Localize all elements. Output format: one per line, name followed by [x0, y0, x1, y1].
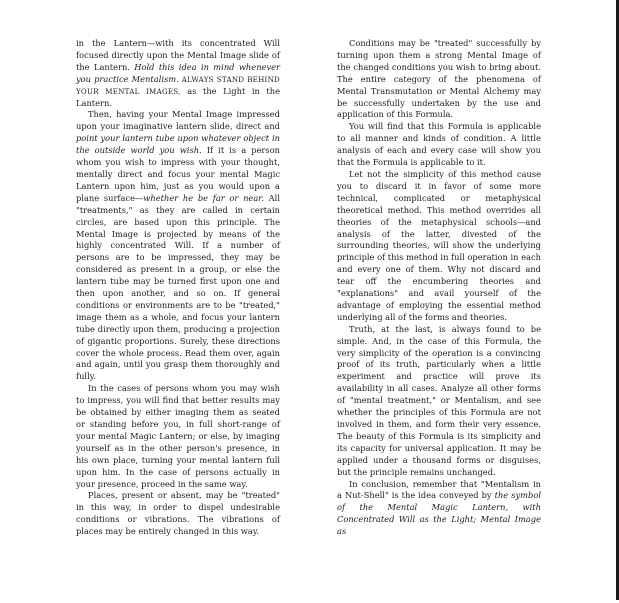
left-paragraph-2	[76, 109, 280, 383]
text-run: as the Light in the Lantern.	[76, 85, 280, 108]
italic-text-run: Hold this idea in mind whenever you practice Mentalism.	[76, 61, 281, 84]
right-paragraph-3: Let not the simplicity of this method cause you to discard it in favor of some more technical, complicated or metaphysical theoretical method. This method overrides all theories of the metaphysical schools—and analysis of the latter, divested of the surrounding theories, will show the underlying principle of this method in full operation in each and every one of them. Why not discard and tear off the encumbering theories and "explanations" and avail yourself of the advantage of employing the essential method underlying all of the forms and theories.	[337, 168, 541, 322]
italic-text-run: the symbol of the Mental Magic Lantern, with Concentrated Will as the Light; Mental Image as	[337, 490, 541, 537]
text-run: In conclusion, remember that "Mentalism in a Nut-Shell" is the idea conveyed by	[337, 478, 541, 501]
left-column	[76, 38, 280, 538]
left-paragraph-4: Places, present or absent, may be "treated" in this way, in order to dispel undesirable conditions or vibrations. The vibrations of places may be entirely changed in this way.	[76, 490, 280, 537]
right-column	[337, 38, 541, 538]
right-paragraph-5	[337, 479, 541, 539]
italic-text-run: whether he be far or near.	[143, 192, 264, 203]
text-run: in the Lantern—with its concentrated Will focused directly upon the Mental Image slide of the Lantern.	[76, 38, 280, 72]
right-paragraph-4: Truth, at the last, is always found to be simple. And, in the case of this Formula, the very simplicity of the operation is a convincing proof of its truth, particularly when a little experiment and practice will prove its availability in all cases. Analyze all other forms of "mental treatment," or Mentalism, and see whether the principles of this Formula are not involved in them, and form their very essence. The beauty of this Formula is its simplicity and its capacity for universal application. It may be applied under a thousand forms or disguises, but the principle remains unchanged.	[337, 323, 541, 477]
right-paragraph-1: Conditions may be "treated" successfully by turning upon them a strong Mental Image of the changed conditions you wish to bring about. The entire category of the phenomena of Mental Transmutation or Mental Alchemy may be successfully undertaken by the use and application of this Formula.	[337, 38, 541, 120]
left-paragraph-1	[76, 38, 280, 109]
text-run: If it is a person whom you wish to impress with your thought, mentally direct and focus your mental Magic Lantern upon him, just as you would upon a plane surface—	[76, 145, 280, 203]
small-caps-text-run: ALWAYS STAND BEHIND YOUR MENTAL IMAGES,	[76, 74, 280, 96]
left-paragraph-3: In the cases of persons whom you may wish to impress, you will find that better results may be obtained by either imaging them as seated or standing before you, in full short-range of your mental Magic Lantern; or else, by imaging yourself as in the other person's presence, in his own place, turning your mental lantern full upon him. In the case of persons actually in your presence, proceed in the same way.	[76, 383, 280, 489]
italic-text-run: point your lantern tube upon whatever object in the outside world you wish.	[76, 133, 280, 156]
text-run: Then, having your Mental Image impressed upon your imaginative lantern slide, direct and	[76, 109, 280, 132]
text-run: All "treatments," as they are called in certain circles, are based upon this principle. The Mental Image is projected by means of the highly concentrated Will. If a number of persons are to be impressed, they may be considered as present in a group, or else the lantern tube may be turned first upon one and then upon another, and so on. If general conditions or environments are to be "treated," image them as a whole, and focus your lantern tube directly upon them, producing a projection of gigantic proportions. Surely, these directions cover the whole process. Read them over, again and again, until you grasp them thoroughly and fully.	[76, 192, 280, 382]
right-paragraph-2: You will find that this Formula is applicable to all manner and kinds of condition. A little analysis of each and every case will show you that the Formula is applicable to it.	[337, 121, 541, 168]
